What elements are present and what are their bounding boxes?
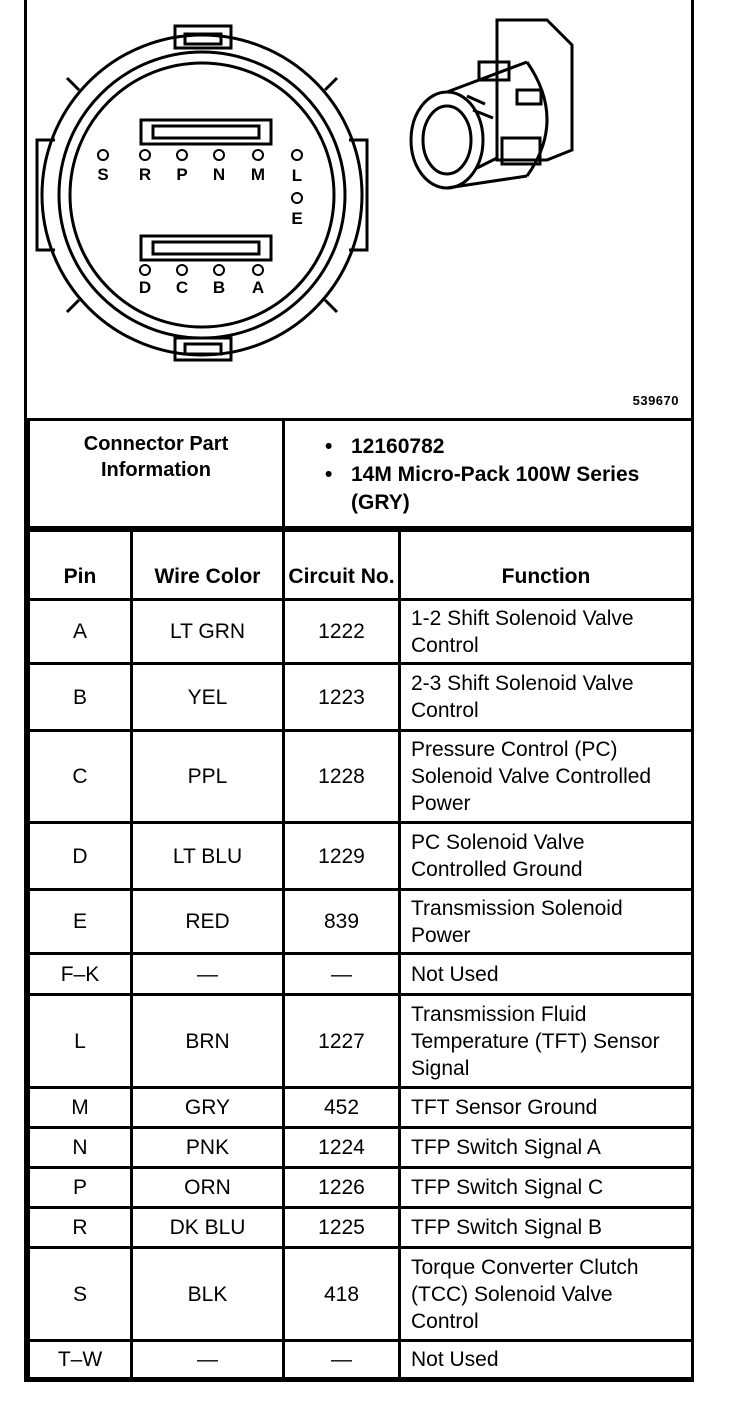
pin-cell: S [29,1248,132,1341]
function-cell: 1-2 Shift Solenoid Valve Control [400,600,693,664]
connector-info-label: Connector Part Information [29,420,284,528]
wire-color-cell: LT GRN [132,600,284,664]
pin-letter: N [212,165,226,184]
circuit-cell: 1225 [284,1208,400,1248]
pin-table-header [29,531,693,600]
pin-cell: M [29,1088,132,1128]
pin-cell: B [29,664,132,731]
wire-color-cell: GRY [132,1088,284,1128]
circuit-cell: 1222 [284,600,400,664]
pin-cell: C [29,731,132,823]
pin-table [27,529,694,1380]
wire-color-cell: ORN [132,1168,284,1208]
table-row [29,995,693,1088]
circuit-cell: 1229 [284,823,400,890]
function-cell: 2-3 Shift Solenoid Valve Control [400,664,693,731]
connector-face-view [37,26,367,360]
pin-cell: T–W [29,1341,132,1379]
pin-table-body [29,600,693,1379]
function-cell: Pressure Control (PC) Solenoid Valve Controlled Power [400,731,693,823]
pin-letter: R [138,165,152,184]
connector-sheet [24,0,694,1382]
wire-color-cell: — [132,954,284,995]
function-cell: Torque Converter Clutch (TCC) Solenoid Valve Control [400,1248,693,1341]
connector-part-number: • 12160782 [325,433,691,461]
circuit-cell: — [284,1341,400,1379]
circuit-cell: 1226 [284,1168,400,1208]
table-row [29,1168,693,1208]
connector-info-table [27,418,694,529]
table-row [29,600,693,664]
table-row [29,664,693,731]
pin-cell: R [29,1208,132,1248]
figure-id: 539670 [632,393,679,408]
pin-cell: N [29,1128,132,1168]
table-row [29,890,693,954]
pin-letters [97,165,302,297]
table-row [29,1248,693,1341]
function-cell: TFT Sensor Ground [400,1088,693,1128]
function-cell: TFP Switch Signal A [400,1128,693,1168]
header-function: Function [400,531,693,600]
circuit-cell: 1227 [284,995,400,1088]
pin-letter: D [138,278,152,297]
pin-cell: P [29,1168,132,1208]
table-row [29,1208,693,1248]
pin-letter: E [291,209,303,228]
table-row [29,1128,693,1168]
pin-cell: F–K [29,954,132,995]
header-pin: Pin [29,531,132,600]
wire-color-cell: DK BLU [132,1208,284,1248]
wire-color-cell: PPL [132,731,284,823]
connector-info-row [29,420,693,528]
function-cell: Not Used [400,1341,693,1379]
wire-color-cell: RED [132,890,284,954]
pin-letter: C [175,278,189,297]
pin-letter: M [250,165,266,184]
circuit-cell: 839 [284,890,400,954]
pin-cell: D [29,823,132,890]
table-row [29,731,693,823]
pin-cell: L [29,995,132,1088]
function-cell: Transmission Fluid Temperature (TFT) Sensor Signal [400,995,693,1088]
connector-perspective-view [411,20,572,188]
header-circuit: Circuit No. [284,531,400,600]
pin-letter: B [212,278,226,297]
circuit-cell: 452 [284,1088,400,1128]
pin-cell: A [29,600,132,664]
function-cell: Not Used [400,954,693,995]
wire-color-cell: LT BLU [132,823,284,890]
pin-letter: L [291,166,303,185]
circuit-cell: 418 [284,1248,400,1341]
connector-figure [27,0,691,418]
table-row [29,823,693,890]
wire-color-cell: BRN [132,995,284,1088]
connector-info-values [284,420,693,528]
circuit-cell: 1223 [284,664,400,731]
circuit-cell: 1224 [284,1128,400,1168]
wire-color-cell: YEL [132,664,284,731]
pin-letter: A [251,278,265,297]
table-row [29,1088,693,1128]
wire-color-cell: PNK [132,1128,284,1168]
function-cell: Transmission Solenoid Power [400,890,693,954]
table-row [29,1341,693,1379]
function-cell: TFP Switch Signal B [400,1208,693,1248]
pin-letter: S [97,165,109,184]
pin-letter: P [176,165,188,184]
circuit-cell: — [284,954,400,995]
table-row [29,954,693,995]
header-wire-color: Wire Color [132,531,284,600]
wire-color-cell: BLK [132,1248,284,1341]
pin-cell: E [29,890,132,954]
connector-series: • 14M Micro-Pack 100W Series (GRY) [325,461,691,517]
function-cell: PC Solenoid Valve Controlled Ground [400,823,693,890]
connector-drawing [27,0,691,418]
circuit-cell: 1228 [284,731,400,823]
wire-color-cell: — [132,1341,284,1379]
function-cell: TFP Switch Signal C [400,1168,693,1208]
